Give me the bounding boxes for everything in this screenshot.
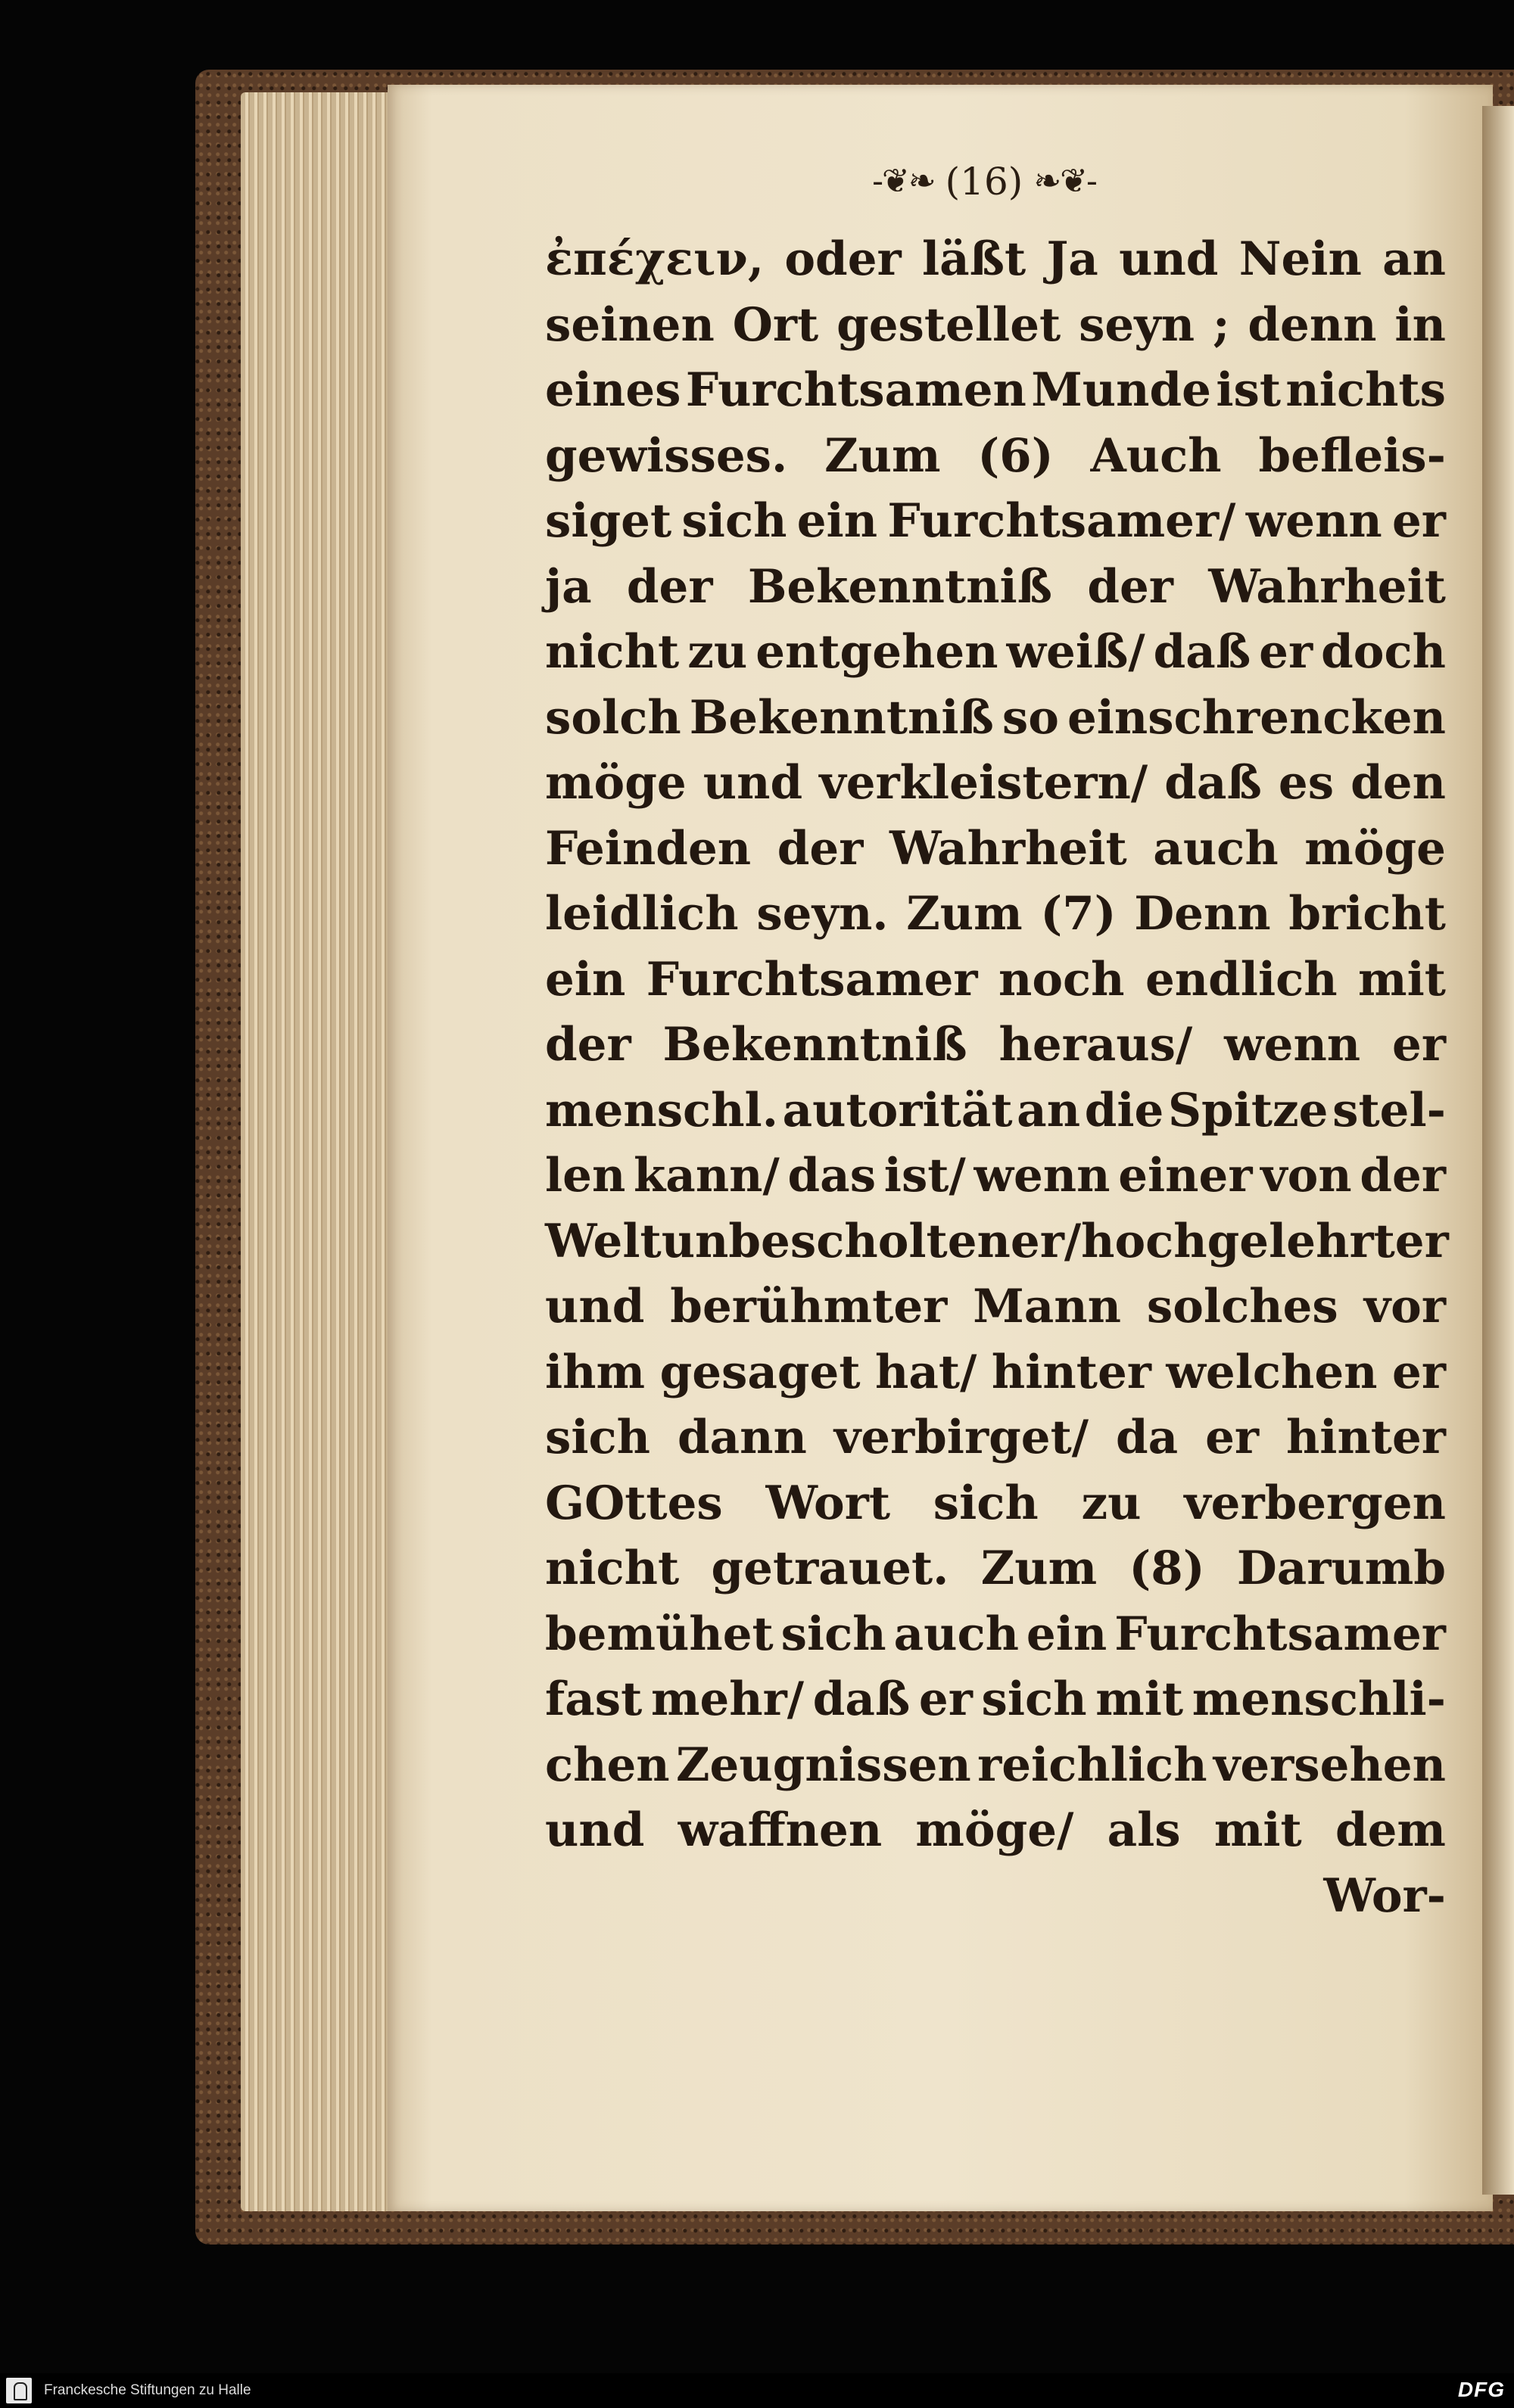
word: dann bbox=[677, 1411, 807, 1464]
ornament-right: ❧❦- bbox=[1033, 162, 1096, 201]
word: von bbox=[1260, 1149, 1352, 1202]
text-line bbox=[545, 882, 1446, 947]
word: hinter bbox=[991, 1345, 1151, 1399]
word: fast bbox=[545, 1672, 643, 1726]
word: Nein bbox=[1238, 232, 1362, 286]
dfg-logo: DFG bbox=[1457, 2378, 1505, 2401]
word: Furchtsamer/ bbox=[887, 494, 1236, 548]
word: Bekenntniß bbox=[747, 559, 1053, 614]
word: an bbox=[1382, 232, 1446, 286]
word: Darumb bbox=[1236, 1542, 1446, 1595]
word: nicht bbox=[545, 625, 680, 679]
word: einer bbox=[1118, 1149, 1253, 1202]
word: gesaget bbox=[659, 1345, 861, 1399]
word: solch bbox=[545, 690, 681, 745]
word: befleis- bbox=[1258, 428, 1446, 483]
word: ist/ bbox=[883, 1149, 966, 1202]
body-text bbox=[545, 227, 1449, 1929]
word: Zeugnissen bbox=[676, 1738, 971, 1792]
text-line bbox=[545, 1798, 1446, 1864]
word: daß bbox=[1153, 625, 1251, 679]
word: leidlich bbox=[545, 887, 739, 941]
word: Mann bbox=[973, 1280, 1121, 1333]
word: er bbox=[918, 1672, 973, 1726]
word: seinen bbox=[545, 297, 715, 352]
text-line bbox=[545, 1602, 1446, 1668]
word: solches bbox=[1146, 1280, 1338, 1333]
word: vor bbox=[1363, 1280, 1446, 1333]
word: den bbox=[1350, 756, 1446, 810]
word: Wor- bbox=[1323, 1868, 1446, 1923]
text-line bbox=[545, 1471, 1446, 1537]
word: möge/ bbox=[915, 1803, 1074, 1857]
word: verbirget/ bbox=[833, 1411, 1089, 1464]
word: getrauet. bbox=[711, 1542, 949, 1595]
word: oder bbox=[784, 232, 902, 286]
word: nichts bbox=[1285, 363, 1446, 417]
word: einschrencken bbox=[1067, 690, 1446, 745]
page-gutter bbox=[1482, 106, 1514, 2195]
word: stel- bbox=[1332, 1083, 1446, 1137]
word: menschli- bbox=[1192, 1672, 1446, 1726]
text-line bbox=[545, 489, 1446, 555]
text-line bbox=[545, 227, 1446, 293]
word: (6) bbox=[977, 428, 1054, 483]
word: eines bbox=[545, 363, 681, 417]
text-line bbox=[545, 424, 1446, 490]
text-line bbox=[545, 1405, 1446, 1471]
word: mehr/ bbox=[650, 1672, 805, 1726]
page-edges bbox=[241, 92, 400, 2211]
word: unbescholtener/ bbox=[661, 1214, 1082, 1268]
word: waffnen bbox=[678, 1803, 883, 1857]
word: mit bbox=[1095, 1672, 1184, 1726]
word: sich bbox=[681, 494, 787, 548]
word: möge bbox=[1304, 821, 1446, 876]
institution-logo-icon bbox=[6, 2378, 32, 2403]
word: berühmter bbox=[670, 1280, 948, 1333]
text-line bbox=[545, 1864, 1446, 1930]
word: Furchtsamen bbox=[685, 363, 1026, 417]
word: reichlich bbox=[977, 1738, 1207, 1792]
word: siget bbox=[545, 494, 672, 548]
word: ein bbox=[796, 494, 878, 548]
word: noch bbox=[998, 952, 1125, 1006]
word: zu bbox=[1081, 1476, 1142, 1530]
word: Feinden bbox=[545, 821, 752, 876]
word: seyn bbox=[1079, 297, 1195, 352]
text-line bbox=[545, 1209, 1449, 1275]
word: die bbox=[1084, 1083, 1164, 1137]
word: daß bbox=[812, 1672, 911, 1726]
word: Denn bbox=[1134, 887, 1271, 941]
word: auch bbox=[893, 1607, 1019, 1661]
text-line bbox=[545, 1340, 1446, 1406]
text-line bbox=[545, 620, 1446, 686]
word: Zum bbox=[824, 428, 941, 483]
word: möge bbox=[545, 756, 687, 810]
word: Wahrheit bbox=[1208, 559, 1446, 614]
word: ihm bbox=[545, 1345, 646, 1399]
word: chen bbox=[545, 1738, 670, 1792]
word: auch bbox=[1153, 821, 1279, 876]
word: Munde bbox=[1031, 363, 1211, 417]
word: und bbox=[545, 1280, 645, 1333]
word: ist bbox=[1216, 363, 1282, 417]
word: gestellet bbox=[836, 297, 1061, 352]
word: seyn. bbox=[756, 887, 889, 941]
word: und bbox=[545, 1803, 645, 1857]
footer-bar bbox=[0, 2373, 1514, 2408]
word: GOttes bbox=[545, 1476, 723, 1530]
word: er bbox=[1259, 625, 1313, 679]
word: welchen bbox=[1166, 1345, 1378, 1399]
word: da bbox=[1115, 1411, 1179, 1464]
word: endlich bbox=[1145, 952, 1338, 1006]
word: weiß/ bbox=[1006, 625, 1145, 679]
text-line bbox=[545, 947, 1446, 1013]
text-line bbox=[545, 1013, 1446, 1078]
word: Furchtsamer bbox=[646, 952, 978, 1006]
word: heraus/ bbox=[998, 1018, 1193, 1072]
word: er bbox=[1205, 1411, 1260, 1464]
word: bricht bbox=[1288, 887, 1446, 941]
word: versehen bbox=[1213, 1738, 1446, 1792]
word: daß bbox=[1164, 756, 1262, 810]
word: ein bbox=[1026, 1607, 1107, 1661]
word: Wort bbox=[765, 1476, 891, 1530]
word: ; bbox=[1212, 297, 1230, 352]
word: Zum bbox=[980, 1542, 1098, 1595]
word: autorität bbox=[782, 1083, 1013, 1137]
word: zu bbox=[687, 625, 748, 679]
word: sich bbox=[545, 1411, 651, 1464]
text-line bbox=[545, 1274, 1446, 1340]
word: hat/ bbox=[875, 1345, 977, 1399]
text-line bbox=[545, 358, 1446, 424]
word: (8) bbox=[1129, 1542, 1205, 1595]
word: entgehen bbox=[755, 625, 998, 679]
text-line bbox=[545, 1536, 1446, 1602]
word: sich bbox=[933, 1476, 1039, 1530]
word: sich bbox=[780, 1607, 886, 1661]
ornament-left: -❦❧ bbox=[872, 162, 935, 201]
text-line bbox=[545, 1667, 1446, 1733]
word: ja bbox=[545, 559, 592, 614]
word: len bbox=[545, 1149, 626, 1202]
word: als bbox=[1107, 1803, 1181, 1857]
word: er bbox=[1392, 1345, 1446, 1399]
word: gewisses. bbox=[545, 428, 788, 483]
word: denn bbox=[1248, 297, 1377, 352]
word: mit bbox=[1358, 952, 1446, 1006]
word: er bbox=[1392, 494, 1446, 548]
word: an bbox=[1017, 1083, 1081, 1137]
word: Ort bbox=[732, 297, 819, 352]
word: der bbox=[1087, 559, 1173, 614]
word: läßt bbox=[921, 232, 1026, 286]
word: Welt bbox=[545, 1214, 662, 1268]
word: doch bbox=[1321, 625, 1446, 679]
word: verkleistern/ bbox=[819, 756, 1148, 810]
word: wenn bbox=[974, 1149, 1111, 1202]
word: es bbox=[1278, 756, 1335, 810]
footer-institution: Franckesche Stiftungen zu Halle bbox=[44, 2382, 251, 2398]
word: ein bbox=[545, 952, 626, 1006]
word: Furchtsamer bbox=[1114, 1607, 1446, 1661]
word: Auch bbox=[1090, 428, 1222, 483]
word: und bbox=[1119, 232, 1219, 286]
word: der bbox=[545, 1018, 631, 1072]
word: mit bbox=[1213, 1803, 1302, 1857]
word: ἐπέχειν, bbox=[545, 232, 765, 286]
word: wenn bbox=[1224, 1018, 1361, 1072]
page-number: (16) bbox=[945, 160, 1023, 204]
word: Spitze bbox=[1167, 1083, 1329, 1137]
text-line bbox=[545, 555, 1446, 621]
text-line bbox=[545, 751, 1446, 817]
word: sich bbox=[981, 1672, 1087, 1726]
word: menschl. bbox=[545, 1083, 778, 1137]
word: das bbox=[787, 1149, 877, 1202]
text-line bbox=[545, 686, 1446, 751]
word: nicht bbox=[545, 1542, 680, 1595]
word: Bekenntniß bbox=[662, 1018, 967, 1072]
text-line bbox=[545, 1733, 1446, 1799]
page-header bbox=[818, 151, 1151, 212]
word: Zum bbox=[906, 887, 1023, 941]
text-line bbox=[545, 293, 1446, 359]
word: kann/ bbox=[634, 1149, 780, 1202]
text-line bbox=[545, 1143, 1446, 1209]
text-line bbox=[545, 817, 1446, 882]
word: dem bbox=[1335, 1803, 1446, 1857]
word: (7) bbox=[1040, 887, 1117, 941]
word: der bbox=[777, 821, 864, 876]
word: und bbox=[702, 756, 803, 810]
word: in bbox=[1394, 297, 1446, 352]
text-line bbox=[545, 1078, 1446, 1144]
word: so bbox=[1002, 690, 1059, 745]
word: wenn bbox=[1245, 494, 1382, 548]
word: Ja bbox=[1046, 232, 1098, 286]
word: Bekenntniß bbox=[689, 690, 994, 745]
word: hinter bbox=[1285, 1411, 1446, 1464]
word: der bbox=[1360, 1149, 1446, 1202]
word: verbergen bbox=[1184, 1476, 1446, 1530]
word: er bbox=[1392, 1018, 1446, 1072]
word: der bbox=[626, 559, 713, 614]
word: bemühet bbox=[545, 1607, 774, 1661]
word: Wahrheit bbox=[889, 821, 1127, 876]
word: hochgelehrter bbox=[1081, 1214, 1449, 1268]
